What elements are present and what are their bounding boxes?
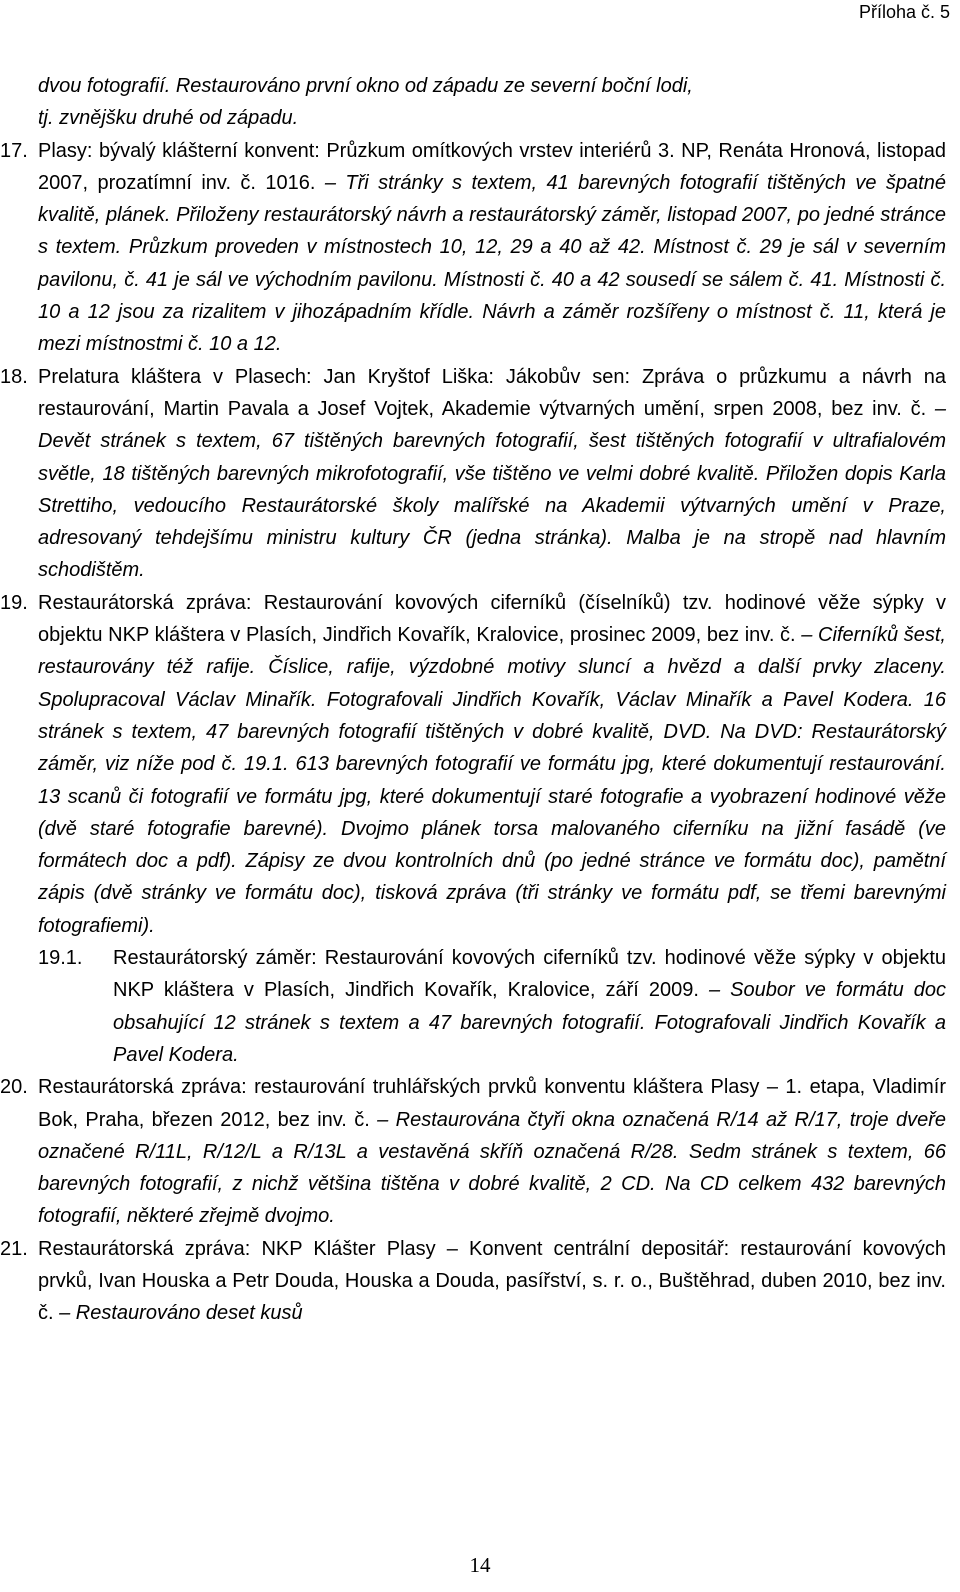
entry-17-text: Plasy: bývalý klášterní konvent: Průzkum omítkových vrstev interiérů 3. NP, Renáta Hronová, listopad 2007, prozatímní inv. č. 1016. [38, 139, 946, 194]
entry-20 [0, 1071, 946, 1232]
entry-20-number: 20. [0, 1076, 28, 1099]
entry-18-number: 18. [0, 365, 28, 388]
entry-17-number: 17. [0, 139, 28, 162]
entry-18-italic: – Devět stránek s textem, 67 tištěných barevných fotografií, šest tištěných fotografií v ultrafialovém světle, 18 tištěných barevných mikrofotografií, vše tištěno ve velmi dobré kvalitě. Přiložen dopis Karla Strettiho, vedoucího Restaurátorské školy malířské na Akademii výtvarných umění v Praze, adresovaný tehdejšímu ministru kultury ČR (jedna stránka). Malba je na stropě nad hlavním schodištěm. [38, 397, 946, 582]
entry-17-italic: – Tři stránky s textem, 41 barevných fotografií tištěných ve špatné kvalitě, plánek. Přiloženy restaurátorský návrh a restaurátorský záměr, listopad 2007, po jedné stránce s textem. Průzkum proveden v místnostech 10, 12, 29 a 40 až 42. Místnost č. 29 je sál v severním pavilonu, č. 41 je sál ve východním pavilonu. Místnosti č. 40 a 42 sousedí se sálem č. 41. Místnosti č. 10 a 12 jsou za rizalitem v jihozápadním křídle. Návrh a záměr rozšířeny o místnost č. 11, která je mezi místnostmi č. 10 a 12. [38, 171, 946, 356]
entry-19-italic: – Ciferníků šest, restaurovány též rafije. Číslice, rafije, výzdobné motivy sluncí a hvězd a další prvky zlaceny. Spolupracoval Václav Minařík. Fotografovali Jindřich Kovařík, Václav Minařík a Pavel Kodera. 16 stránek s textem, 47 barevných fotografií tištěných v dobré kvalitě, DVD. Na DVD: Restaurátorský záměr, viz níže pod č. 19.1. 613 barevných fotografií ve formátu jpg, které dokumentují restaurování. 13 scanů či fotografií ve formátu jpg, které dokumentují staré fotografie a vyobrazení hodinové věže (dvě staré fotografie barevné). Dvojmo plánek torsa malovaného ciferníku na jižní fasádě (ve formátech doc a pdf). Zápisy ze dvou kontrolních dnů (po jedné stránce ve formátu doc), pamětní zápis (dvě stránky ve formátu doc), tisková zpráva (tři stránky ve formátu pdf, se třemi barevnými fotografiemi). [38, 624, 946, 937]
entry-19-1 [36, 942, 946, 1071]
entry-21-italic: – Restaurováno deset kusů [59, 1302, 303, 1325]
entry-16-line-1: dvou fotografií. Restaurováno první okno od západu ze severní boční lodi, [38, 75, 693, 97]
entry-16-line-2: tj. zvnějšku druhé od západu. [38, 107, 299, 130]
entry-19-text: Restaurátorská zpráva: Restaurování kovových ciferníků (číselníků) tzv. hodinové věže sýpky v objektu NKP kláštera v Plasích, Jindřich Kovařík, Kralovice, prosinec 2009, bez inv. č. [38, 591, 946, 647]
entry-19 [0, 587, 946, 942]
entry-20-text: Restaurátorská zpráva: restaurování truhlářských prvků konventu kláštera Plasy – 1. etapa, Vladimír Bok, Praha, březen 2012, bez inv. č. [38, 1076, 946, 1131]
entry-19-1-number: 19.1. [38, 947, 83, 970]
entry-19-1-italic: – Soubor ve formátu doc obsahující 12 stránek s textem a 47 barevných fotografií. Fotografovali Jindřich Kovařík a Pavel Kodera. [113, 979, 946, 1066]
page-header: Příloha č. 5 [858, 2, 950, 22]
entry-17 [0, 135, 946, 361]
document-body [0, 70, 946, 1330]
entry-19-1-text: Restaurátorský záměr: Restaurování kovových ciferníků tzv. hodinové věže sýpky v objektu NKP kláštera v Plasích, Jindřich Kovařík, Kralovice, září 2009. [113, 947, 946, 1002]
entry-20-italic: – Restaurována čtyři okna označená R/14 až R/17, troje dveře označené R/11L, R/12/L a R/13L a vestavěná skříň označená R/28. Sedm stránek s textem, 66 barevných fotografií, z nichž většina tištěna v dobré kvalitě, 2 CD. Na CD celkem 432 barevných fotografií, některé zřejmě dvojmo. [38, 1108, 946, 1228]
entry-21 [0, 1233, 946, 1330]
entry-18 [0, 361, 946, 587]
entry-16-continuation [36, 70, 946, 135]
entry-21-number: 21. [0, 1237, 28, 1260]
page-number: 14 [469, 1553, 491, 1577]
entry-21-text: Restaurátorská zpráva: NKP Klášter Plasy – Konvent centrální depositář: restaurování kovových prvků, Ivan Houska a Petr Douda, Houska a Douda, pasířství, s. r. o., Buštěhrad, duben 2010, bez inv. č. [38, 1237, 946, 1325]
entry-19-number: 19. [0, 591, 28, 614]
entry-18-text: Prelatura kláštera v Plasech: Jan Kryštof Liška: Jákobův sen: Zpráva o průzkumu a návrh na restaurování, Martin Pavala a Josef Vojtek, Akademie výtvarných umění, srpen 2008, bez inv. č. [38, 365, 946, 420]
